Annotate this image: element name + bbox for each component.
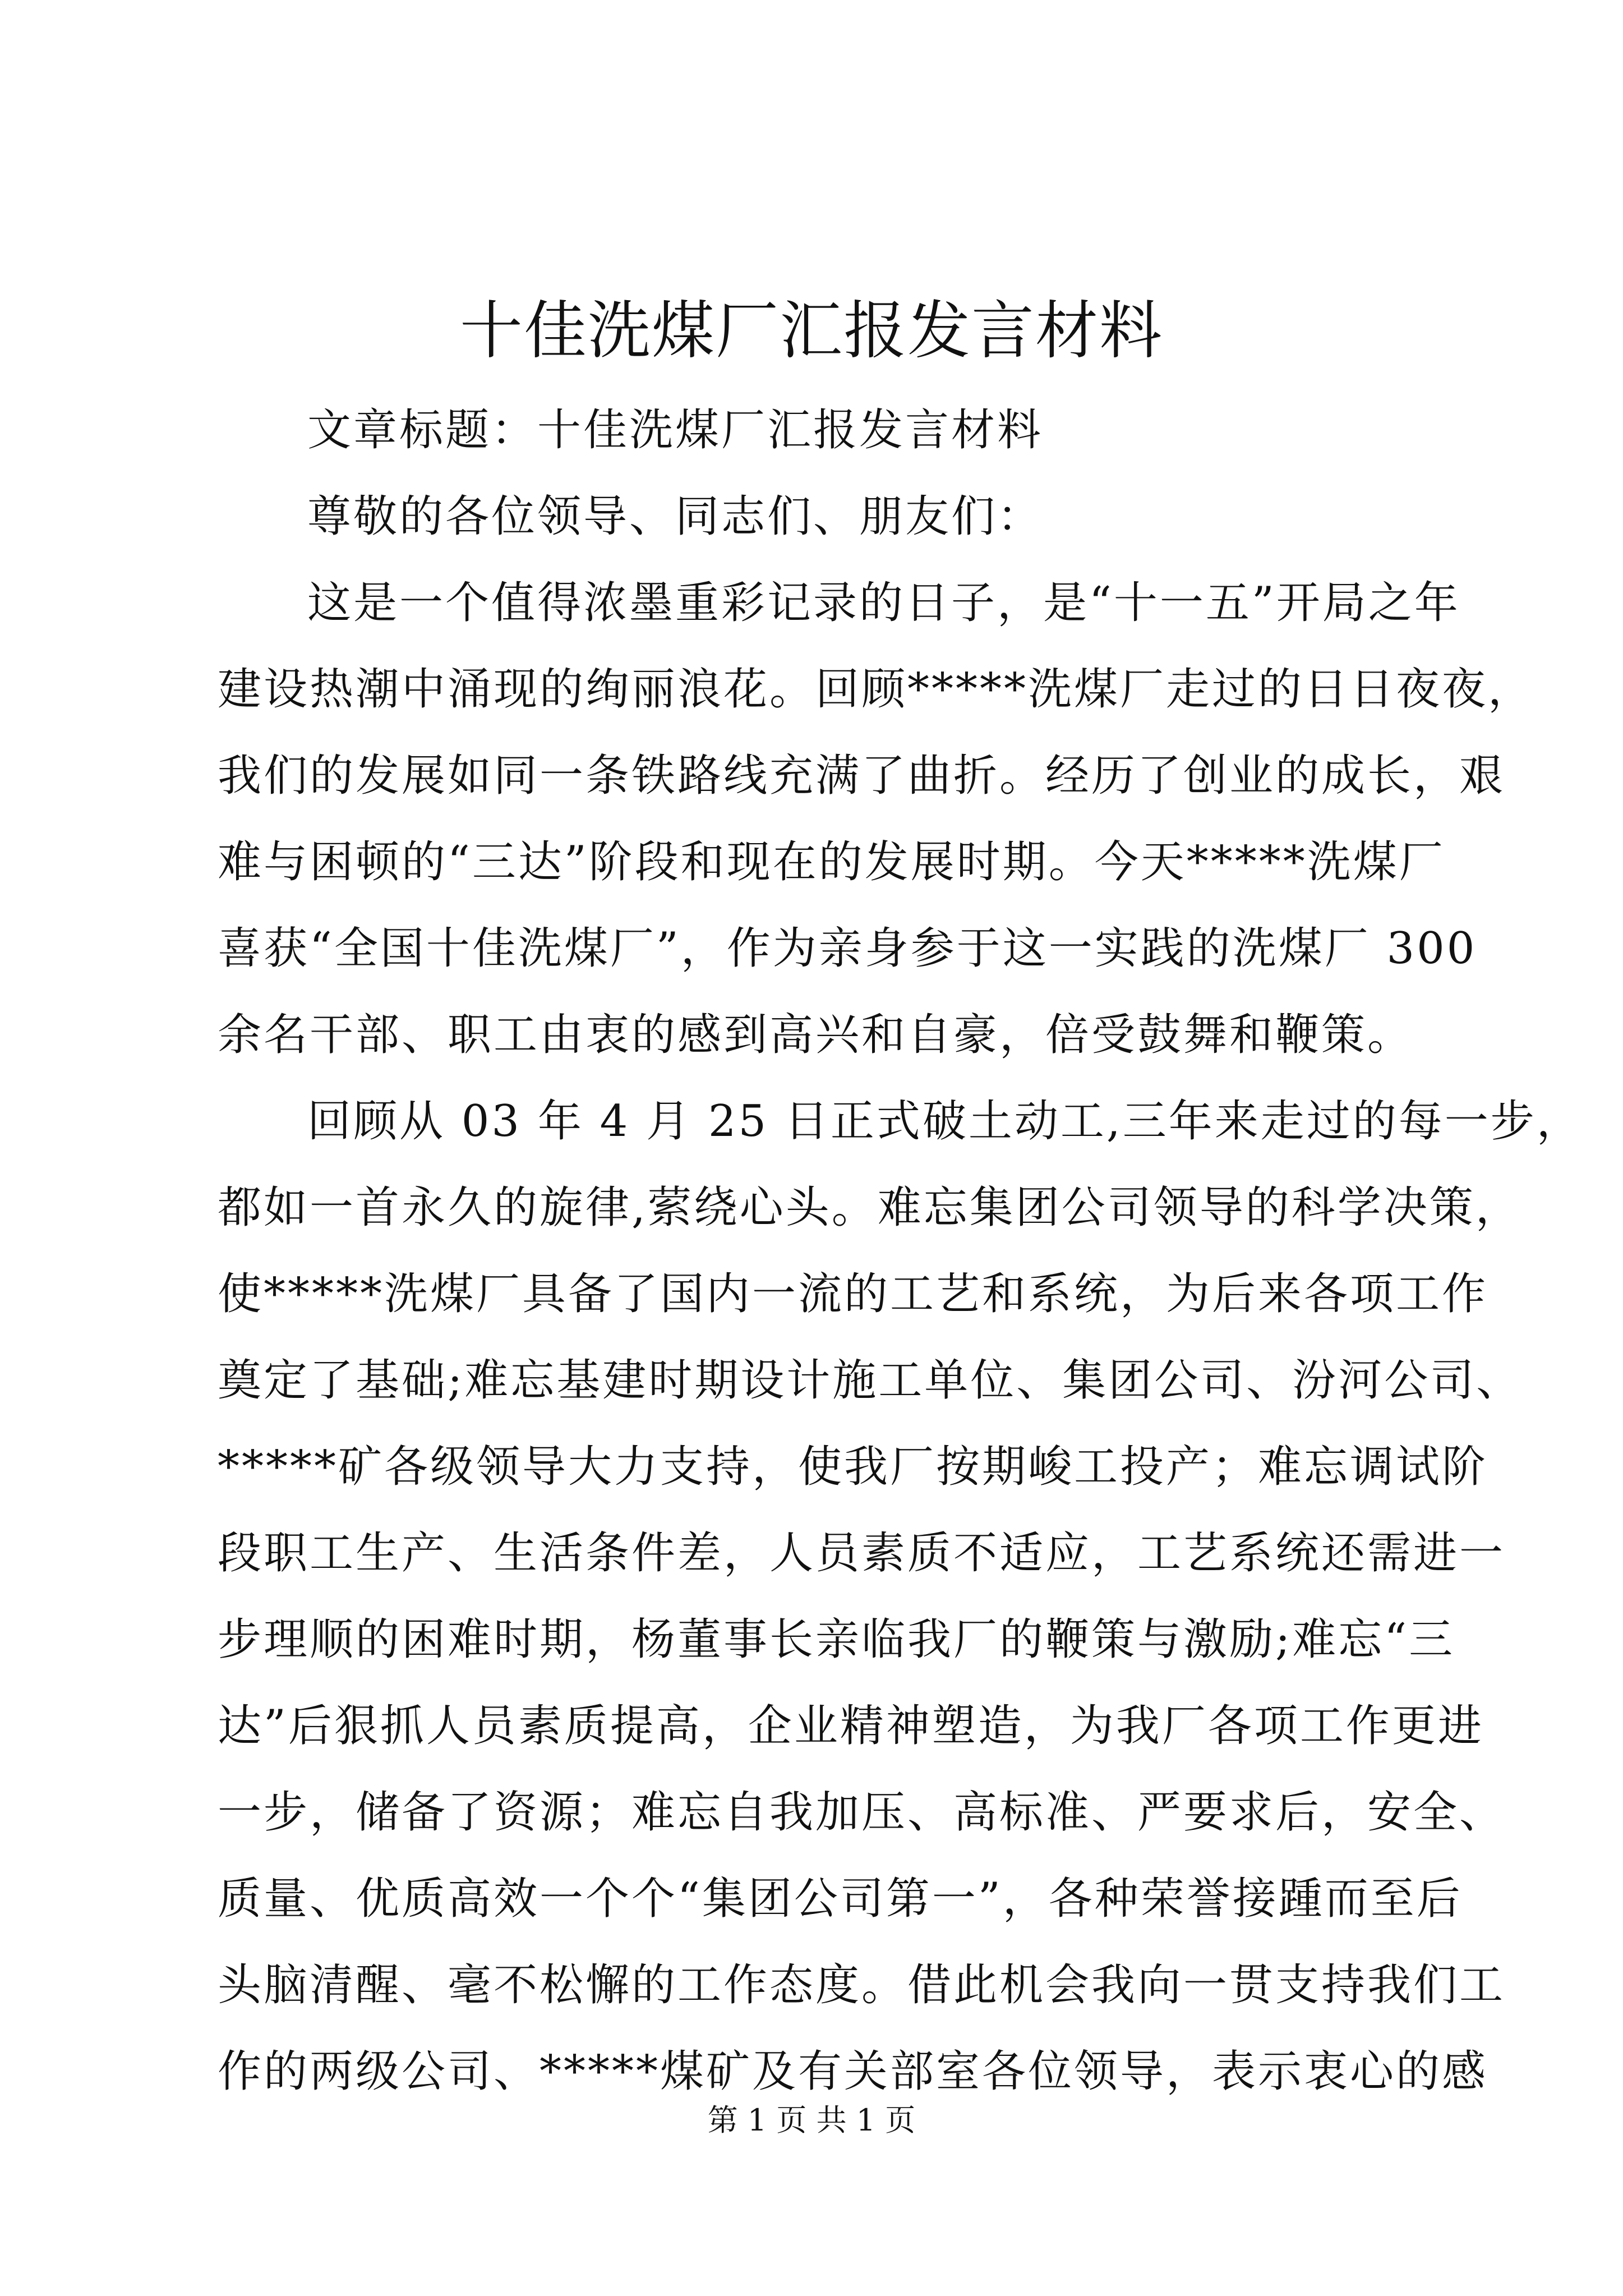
body-line: 我们的发展如同一条铁路线充满了曲折。经历了创业的成长，艰 [218, 751, 1506, 801]
body-line: 这是一个值得浓墨重彩记录的日子，是“十一五”开局之年 [307, 578, 1460, 628]
body-line: 喜获“全国十佳洗煤厂”，作为亲身参于这一实践的洗煤厂 300 [218, 923, 1477, 974]
body-line: 步理顺的困难时期，杨董事长亲临我厂的鞭策与激励;难忘“三 [218, 1614, 1455, 1665]
document-title: 十佳洗煤厂汇报发言材料 [460, 295, 1163, 367]
body-line: *****矿各级领导大力支持，使我厂按期峻工投产；难忘调试阶 [218, 1442, 1488, 1492]
body-line: 回顾从 03 年 4 月 25 日正式破土动工,三年来走过的每一步， [307, 1096, 1583, 1147]
body-line: 头脑清醒、毫不松懈的工作态度。借此机会我向一贯支持我们工 [218, 1960, 1506, 2010]
document-body [218, 387, 1583, 2115]
body-line: 余名干部、职工由衷的感到高兴和自豪，倍受鼓舞和鞭策。 [218, 1010, 1414, 1060]
body-line: 使*****洗煤厂具备了国内一流的工艺和系统，为后来各项工作 [218, 1269, 1488, 1319]
body-line: 文章标题：十佳洗煤厂汇报发言材料 [307, 405, 1044, 455]
body-line: 建设热潮中涌现的绚丽浪花。回顾*****洗煤厂走过的日日夜夜， [218, 664, 1534, 715]
body-line: 尊敬的各位领导、同志们、朋友们： [307, 491, 1044, 542]
body-line: 质量、优质高效一个个“集团公司第一”，各种荣誉接踵而至后 [218, 1874, 1463, 1924]
body-line: 一步，储备了资源；难忘自我加压、高标准、严要求后，安全、 [218, 1787, 1506, 1838]
body-line: 作的两级公司、*****煤矿及有关部室各位领导，表示衷心的感 [218, 2046, 1488, 2097]
page-footer: 第 1 页 共 1 页 [707, 2102, 916, 2138]
body-line: 达”后狠抓人员素质提高，企业精神塑造，为我厂各项工作更进 [218, 1701, 1484, 1751]
body-line: 奠定了基础;难忘基建时期设计施工单位、集团公司、汾河公司、 [218, 1355, 1523, 1406]
body-line: 难与困顿的“三达”阶段和现在的发展时期。今天*****洗煤厂 [218, 837, 1445, 887]
body-line: 都如一首永久的旋律,萦绕心头。难忘集团公司领导的科学决策， [218, 1182, 1521, 1233]
body-line: 段职工生产、生活条件差，人员素质不适应，工艺系统还需进一 [218, 1528, 1506, 1579]
